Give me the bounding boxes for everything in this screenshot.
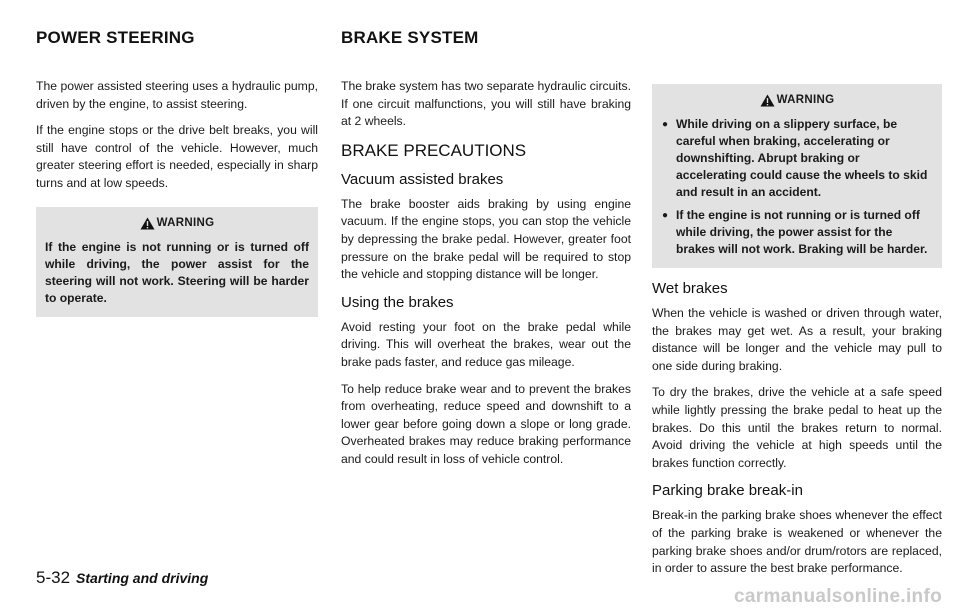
warning-item-text: While driving on a slippery surface, be careful when braking, accelerating or downshifting. Abrupt braking or accelerating could cause the wheels to skid and result in an accident.: [676, 117, 928, 199]
page-number: 5-32: [36, 568, 71, 587]
brake-system-column-right: [652, 84, 942, 587]
warning-triangle-icon: [140, 217, 155, 230]
parking-brake-title: Parking brake break-in: [652, 482, 803, 500]
warning-box-steering: [36, 207, 318, 317]
list-item: [662, 207, 932, 258]
paragraph: Break-in the parking brake shoes whenever the effect of the parking brake is weakened or whenever the parking brake shoes and/or drum/rotors are replaced, in order to assure the best brake performance.: [652, 508, 942, 576]
vacuum-brakes-title: Vacuum assisted brakes: [341, 170, 504, 188]
bullet-icon: ●: [662, 210, 669, 221]
wet-brakes-title: Wet brakes: [652, 280, 728, 297]
paragraph: The brake system has two separate hydraulic circuits. If one circuit malfunctions, you will still have braking at 2 wheels.: [341, 79, 631, 129]
warning-header: [45, 215, 309, 232]
watermark: carmanualsonline.info: [734, 586, 942, 607]
paragraph: When the vehicle is washed or driven through water, the brakes may get wet. As a result, your braking distance will be longer and the vehicle may pull to one side during braking.: [652, 306, 942, 373]
warning-header: [662, 92, 932, 109]
chapter-title: Starting and driving: [76, 570, 209, 586]
paragraph: The brake booster aids braking by using engine vacuum. If the engine stops, you can stop the vehicle by depressing the brake pedal. However, greater foot pressure on the brake pedal will be required to stop the vehicle and stopping distance will be longer.: [341, 196, 631, 282]
brake-system-column: [341, 78, 631, 478]
paragraph: If the engine stops or the drive belt breaks, you will still have control of the vehicle. However, much greater steering effort is needed, especially in sharp turns and at low speeds.: [36, 123, 318, 190]
paragraph: To dry the brakes, drive the vehicle at a safe speed while lightly pressing the brake pedal to heat up the brakes. Do this until the brakes return to normal. Avoid driving the vehicle at high speeds until the brakes function correctly.: [652, 385, 942, 470]
paragraph: To help reduce brake wear and to prevent the brakes from overheating, reduce speed and downshift to a lower gear before going down a slope or long grade. Overheated brakes may reduce braking performance and could result in loss of vehicle control.: [341, 381, 631, 466]
page-footer: [36, 568, 208, 588]
paragraph: The power assisted steering uses a hydraulic pump, driven by the engine, to assist steering.: [36, 79, 318, 111]
warning-box-brakes: [652, 84, 942, 268]
warning-label: WARNING: [156, 216, 215, 229]
warning-item-text: If the engine is not running or is turned off while driving, the power assist for the brakes will not work. Braking will be harder.: [676, 208, 928, 256]
paragraph: Avoid resting your foot on the brake pedal while driving. This will overheat the brakes, wear out the brake pads faster, and reduce gas mileage.: [341, 319, 631, 369]
warning-label: WARNING: [776, 94, 835, 106]
warning-text: If the engine is not running or is turned off while driving, the power assist for the steering will not work. Steering will be harder to operate.: [45, 239, 309, 305]
bullet-icon: ●: [662, 119, 669, 130]
warning-triangle-icon: [760, 94, 775, 107]
power-steering-column: [36, 78, 318, 317]
section-heading-brake-system: BRAKE SYSTEM: [341, 28, 479, 47]
warning-list: [662, 116, 932, 258]
section-heading-power-steering: POWER STEERING: [36, 28, 195, 47]
list-item: [662, 116, 932, 201]
using-brakes-title: Using the brakes: [341, 293, 454, 311]
brake-precautions-title: BRAKE PRECAUTIONS: [341, 140, 527, 160]
